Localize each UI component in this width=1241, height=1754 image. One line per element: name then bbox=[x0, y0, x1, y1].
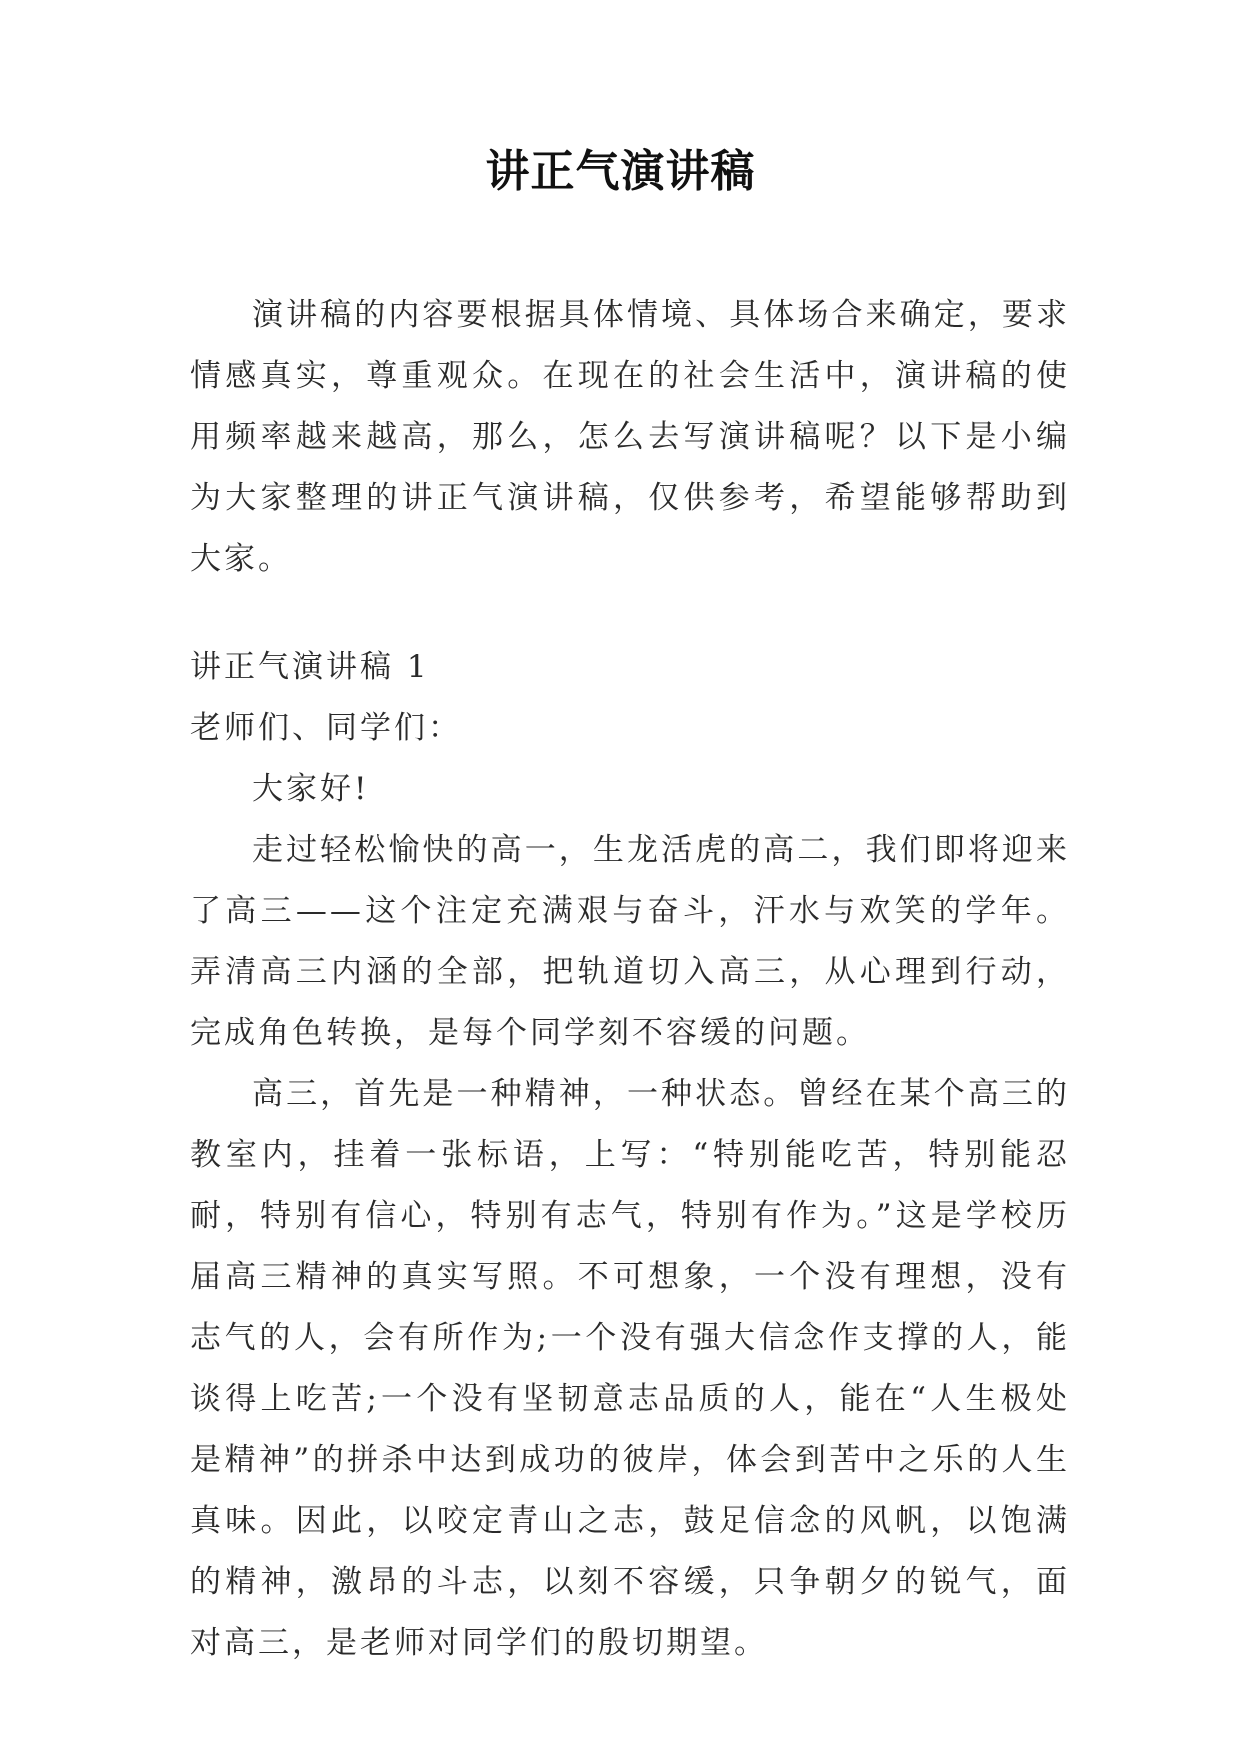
body-paragraph: 走过轻松愉快的高一，生龙活虎的高二，我们即将迎来了高三——这个注定充满艰与奋斗，汗水与欢笑的学年。弄清高三内涵的全部，把轨道切入高三，从心理到行动，完成角色转换，是每个同学刻不容缓的问题。 bbox=[190, 832, 1070, 1051]
body-paragraph: 高三，首先是一种精神，一种状态。曾经在某个高三的教室内，挂着一张标语，上写：“特别能吃苦，特别能忍耐，特别有信心，特别有志气，特别有作为。”这是学校历届高三精神的真实写照。不可想象，一个没有理想，没有志气的人，会有所作为;一个没有强大信念作支撑的人，能谈得上吃苦;一个没有坚韧意志品质的人，能在“人生极处是精神”的拼杀中达到成功的彼岸，体会到苦中之乐的人生真味。因此，以咬定青山之志，鼓足信念的风帆，以饱满的精神，激昂的斗志，以刻不容缓，只争朝夕的锐气，面对高三，是老师对同学们的殷切期望。 bbox=[190, 1076, 1070, 1661]
salutation: 老师们、同学们： bbox=[190, 710, 462, 746]
intro-paragraph: 演讲稿的内容要根据具体情境、具体场合来确定，要求情感真实，尊重观众。在现在的社会生活中，演讲稿的使用频率越来越高，那么，怎么去写演讲稿呢？以下是小编为大家整理的讲正气演讲稿，仅供参考，希望能够帮助到大家。 bbox=[190, 297, 1070, 577]
document-body bbox=[190, 285, 1070, 1674]
document-title: 讲正气演讲稿 bbox=[485, 146, 756, 197]
section-title: 讲正气演讲稿 1 bbox=[190, 649, 430, 685]
greeting: 大家好! bbox=[252, 771, 370, 807]
